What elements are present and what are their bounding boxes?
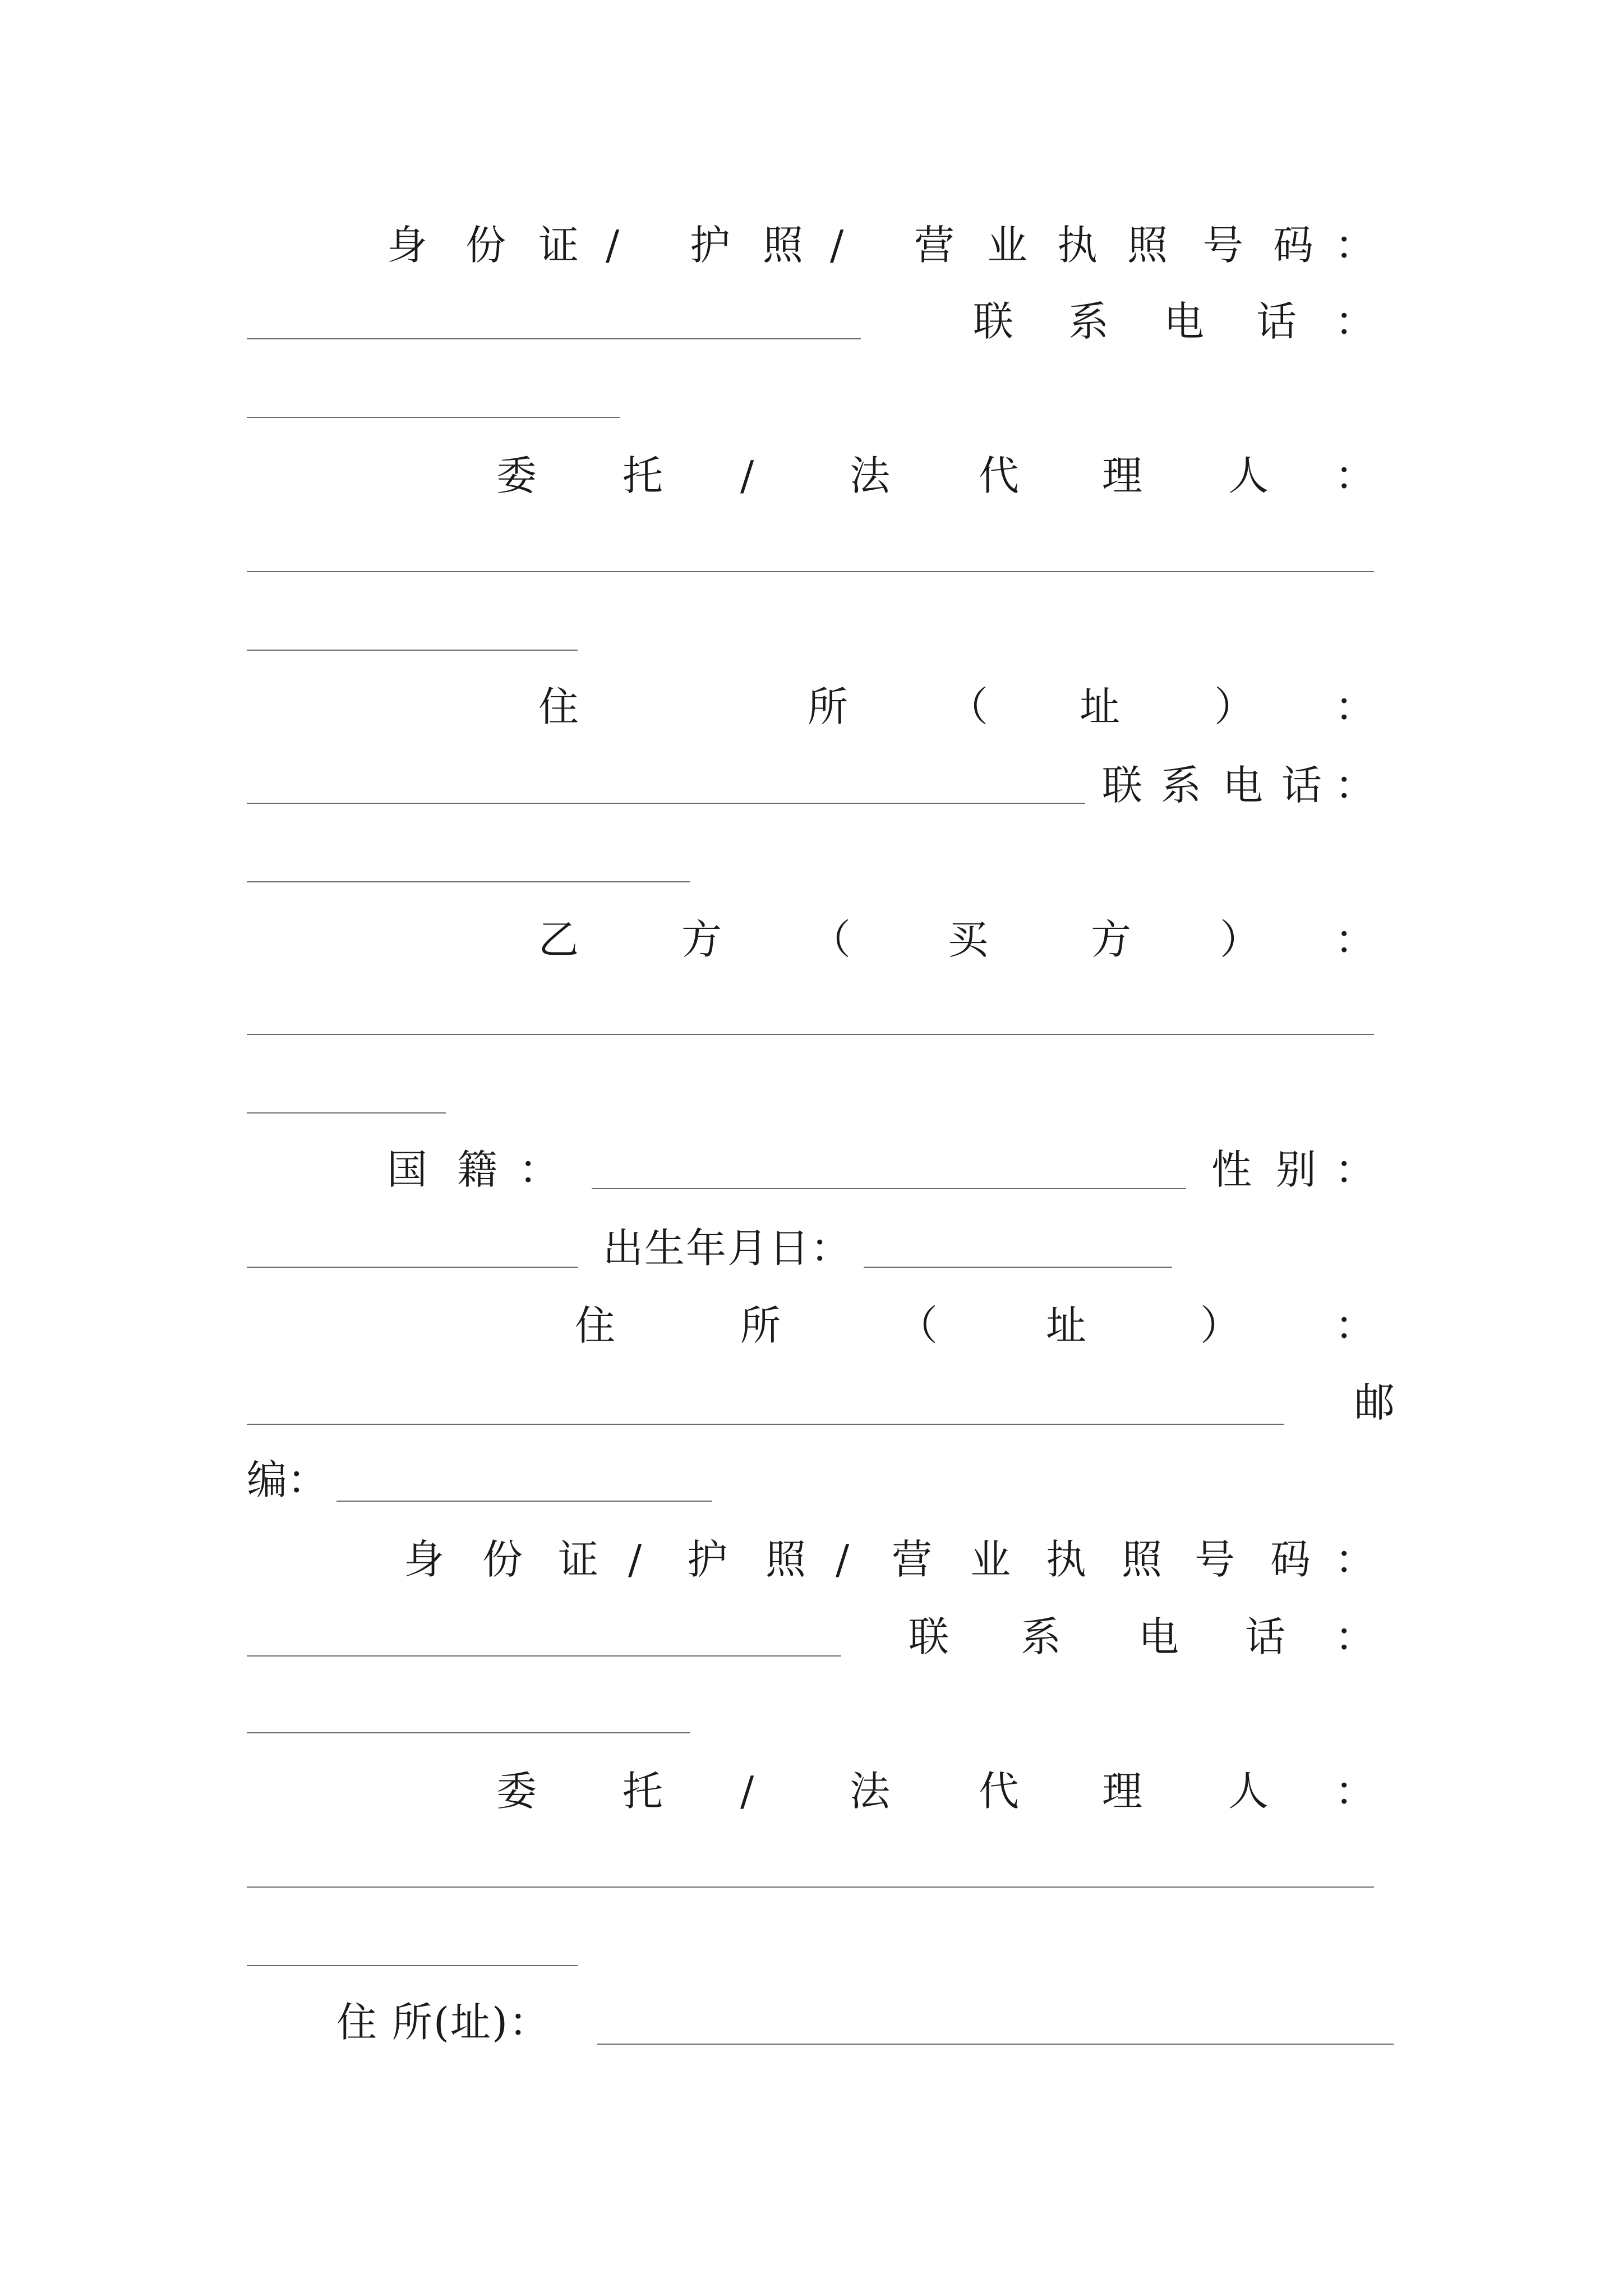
seller-id-label-char: / — [606, 222, 620, 269]
buyer-agent-address-field[interactable] — [597, 2044, 1394, 2045]
buyer-address-field[interactable] — [247, 1424, 1284, 1425]
seller-phone-field[interactable] — [247, 417, 620, 418]
buyer-id-label-char: ： — [1335, 1536, 1376, 1583]
buyer-agent-label-char: 法 — [850, 1768, 891, 1815]
seller-phone-label-char: ： — [1335, 298, 1376, 345]
buyer-agent-label-char: 委 — [496, 1768, 537, 1815]
seller-agent-label-char: 委 — [496, 452, 537, 499]
seller-agent-phone-label-char: 电 — [1223, 762, 1264, 809]
buyer-address-label-char: 所 — [740, 1302, 781, 1349]
seller-id-label-char: 份 — [465, 222, 506, 269]
buyer-phone-field[interactable] — [247, 1732, 690, 1733]
buyer-address-label-char: （ — [897, 1302, 938, 1349]
seller-agent-field[interactable] — [247, 571, 1374, 572]
seller-id-label-char: 证 — [538, 222, 579, 269]
buyer-postcode-field[interactable] — [336, 1501, 712, 1502]
buyer-party-label-char: （ — [810, 916, 851, 963]
buyer-agent-field-continued[interactable] — [247, 1965, 578, 1966]
buyer-phone-label-char: 电 — [1138, 1613, 1179, 1660]
buyer-agent-address-label: 住 所(址)： — [336, 1999, 551, 2046]
buyer-agent-label-char: 人 — [1228, 1768, 1269, 1815]
buyer-name-field-continued[interactable] — [247, 1112, 446, 1114]
seller-agent-phone-label-char: 话 — [1281, 762, 1322, 809]
buyer-postcode-label-part2: 编： — [247, 1456, 328, 1503]
buyer-id-label-char: 份 — [482, 1536, 523, 1583]
seller-id-label-char: ： — [1335, 222, 1376, 269]
seller-agent-label-char: / — [740, 452, 754, 499]
seller-agent-label-char: 人 — [1228, 452, 1269, 499]
seller-id-label-char: 号 — [1203, 222, 1244, 269]
buyer-agent-label-char: 托 — [623, 1768, 663, 1815]
buyer-postcode-label-part1: 邮 — [1354, 1379, 1395, 1426]
buyer-gender-label-char: 性 — [1211, 1146, 1252, 1193]
seller-id-label-char: 营 — [914, 222, 955, 269]
seller-phone-label-char: 电 — [1164, 298, 1205, 345]
seller-agent-label-char: 法 — [850, 452, 891, 499]
buyer-id-label-char: 身 — [404, 1536, 445, 1583]
seller-phone-label-char: 联 — [973, 298, 1014, 345]
buyer-party-label-char: ： — [1335, 916, 1376, 963]
buyer-gender-field[interactable] — [247, 1267, 578, 1268]
buyer-address-label-char: ： — [1335, 1302, 1376, 1349]
buyer-party-label-char: 乙 — [538, 916, 579, 963]
buyer-birth-date-label: 出生年月日： — [603, 1225, 852, 1272]
buyer-birth-date-field[interactable] — [864, 1267, 1172, 1268]
buyer-id-number-field[interactable] — [247, 1655, 841, 1657]
buyer-name-field[interactable] — [247, 1034, 1374, 1035]
seller-id-label-char: 业 — [987, 222, 1028, 269]
seller-id-label-char: 码 — [1273, 222, 1314, 269]
seller-phone-label-char: 话 — [1256, 298, 1297, 345]
seller-agent-address-label-char: 所 — [808, 683, 849, 730]
buyer-party-label-char: 方 — [1091, 916, 1132, 963]
buyer-id-label-char: 营 — [892, 1536, 933, 1583]
seller-agent-phone-field[interactable] — [247, 881, 690, 882]
buyer-party-label-char: 买 — [948, 916, 989, 963]
buyer-phone-label-char: 联 — [909, 1613, 949, 1660]
seller-agent-phone-label-char: 系 — [1161, 762, 1202, 809]
buyer-id-label-char: 护 — [687, 1536, 728, 1583]
seller-id-label-char: 执 — [1057, 222, 1098, 269]
buyer-gender-label-char: ： — [1335, 1146, 1376, 1193]
seller-agent-address-label-char: ： — [1335, 683, 1376, 730]
seller-agent-label-char: 理 — [1102, 452, 1143, 499]
buyer-id-label-char: 业 — [970, 1536, 1011, 1583]
seller-phone-label-char: 系 — [1068, 298, 1109, 345]
buyer-party-label-char: 方 — [681, 916, 722, 963]
buyer-phone-label-char: 系 — [1021, 1613, 1062, 1660]
buyer-nationality-label-char: 籍 — [457, 1146, 498, 1193]
buyer-address-label-char: 住 — [575, 1302, 616, 1349]
buyer-gender-label-char: 别 — [1276, 1146, 1317, 1193]
buyer-agent-label-char: 代 — [979, 1768, 1020, 1815]
seller-agent-label-char: ： — [1335, 452, 1376, 499]
buyer-id-label-char: 码 — [1270, 1536, 1311, 1583]
seller-id-label-char: 照 — [763, 222, 804, 269]
buyer-nationality-label-char: ： — [519, 1146, 560, 1193]
seller-id-label-char: 身 — [387, 222, 428, 269]
seller-agent-label-char: 托 — [623, 452, 663, 499]
buyer-id-label-char: 执 — [1046, 1536, 1087, 1583]
seller-agent-phone-label-char: ： — [1335, 762, 1376, 809]
seller-id-label-char: 照 — [1127, 222, 1168, 269]
buyer-phone-label-char: ： — [1335, 1613, 1376, 1660]
buyer-phone-label-char: 话 — [1245, 1613, 1286, 1660]
seller-agent-phone-label-char: 联 — [1102, 762, 1143, 809]
seller-id-label-char: / — [830, 222, 844, 269]
seller-agent-address-label-char: ） — [1214, 683, 1255, 730]
buyer-address-label-char: ） — [1200, 1302, 1241, 1349]
buyer-id-label-char: 证 — [558, 1536, 599, 1583]
buyer-id-label-char: / — [628, 1536, 642, 1583]
buyer-id-label-char: / — [836, 1536, 850, 1583]
seller-id-label-char: 护 — [690, 222, 731, 269]
buyer-id-label-char: 照 — [766, 1536, 806, 1583]
seller-agent-field-continued[interactable] — [247, 650, 578, 651]
seller-id-number-field[interactable] — [247, 338, 861, 339]
buyer-party-label-char: ） — [1220, 916, 1261, 963]
seller-agent-address-label-char: （ — [948, 683, 989, 730]
buyer-id-label-char: 照 — [1122, 1536, 1163, 1583]
seller-agent-address-field[interactable] — [247, 803, 1085, 804]
buyer-address-label-char: 址 — [1046, 1302, 1087, 1349]
buyer-agent-label-char: ： — [1335, 1768, 1376, 1815]
seller-agent-address-label-char: 住 — [538, 683, 579, 730]
buyer-id-label-char: 号 — [1195, 1536, 1235, 1583]
seller-agent-label-char: 代 — [979, 452, 1020, 499]
buyer-agent-field[interactable] — [247, 1887, 1374, 1888]
buyer-agent-label-char: 理 — [1102, 1768, 1143, 1815]
buyer-agent-label-char: / — [740, 1768, 754, 1815]
buyer-nationality-field[interactable] — [592, 1188, 1186, 1189]
buyer-nationality-label-char: 国 — [387, 1146, 428, 1193]
seller-agent-address-label-char: 址 — [1080, 683, 1121, 730]
